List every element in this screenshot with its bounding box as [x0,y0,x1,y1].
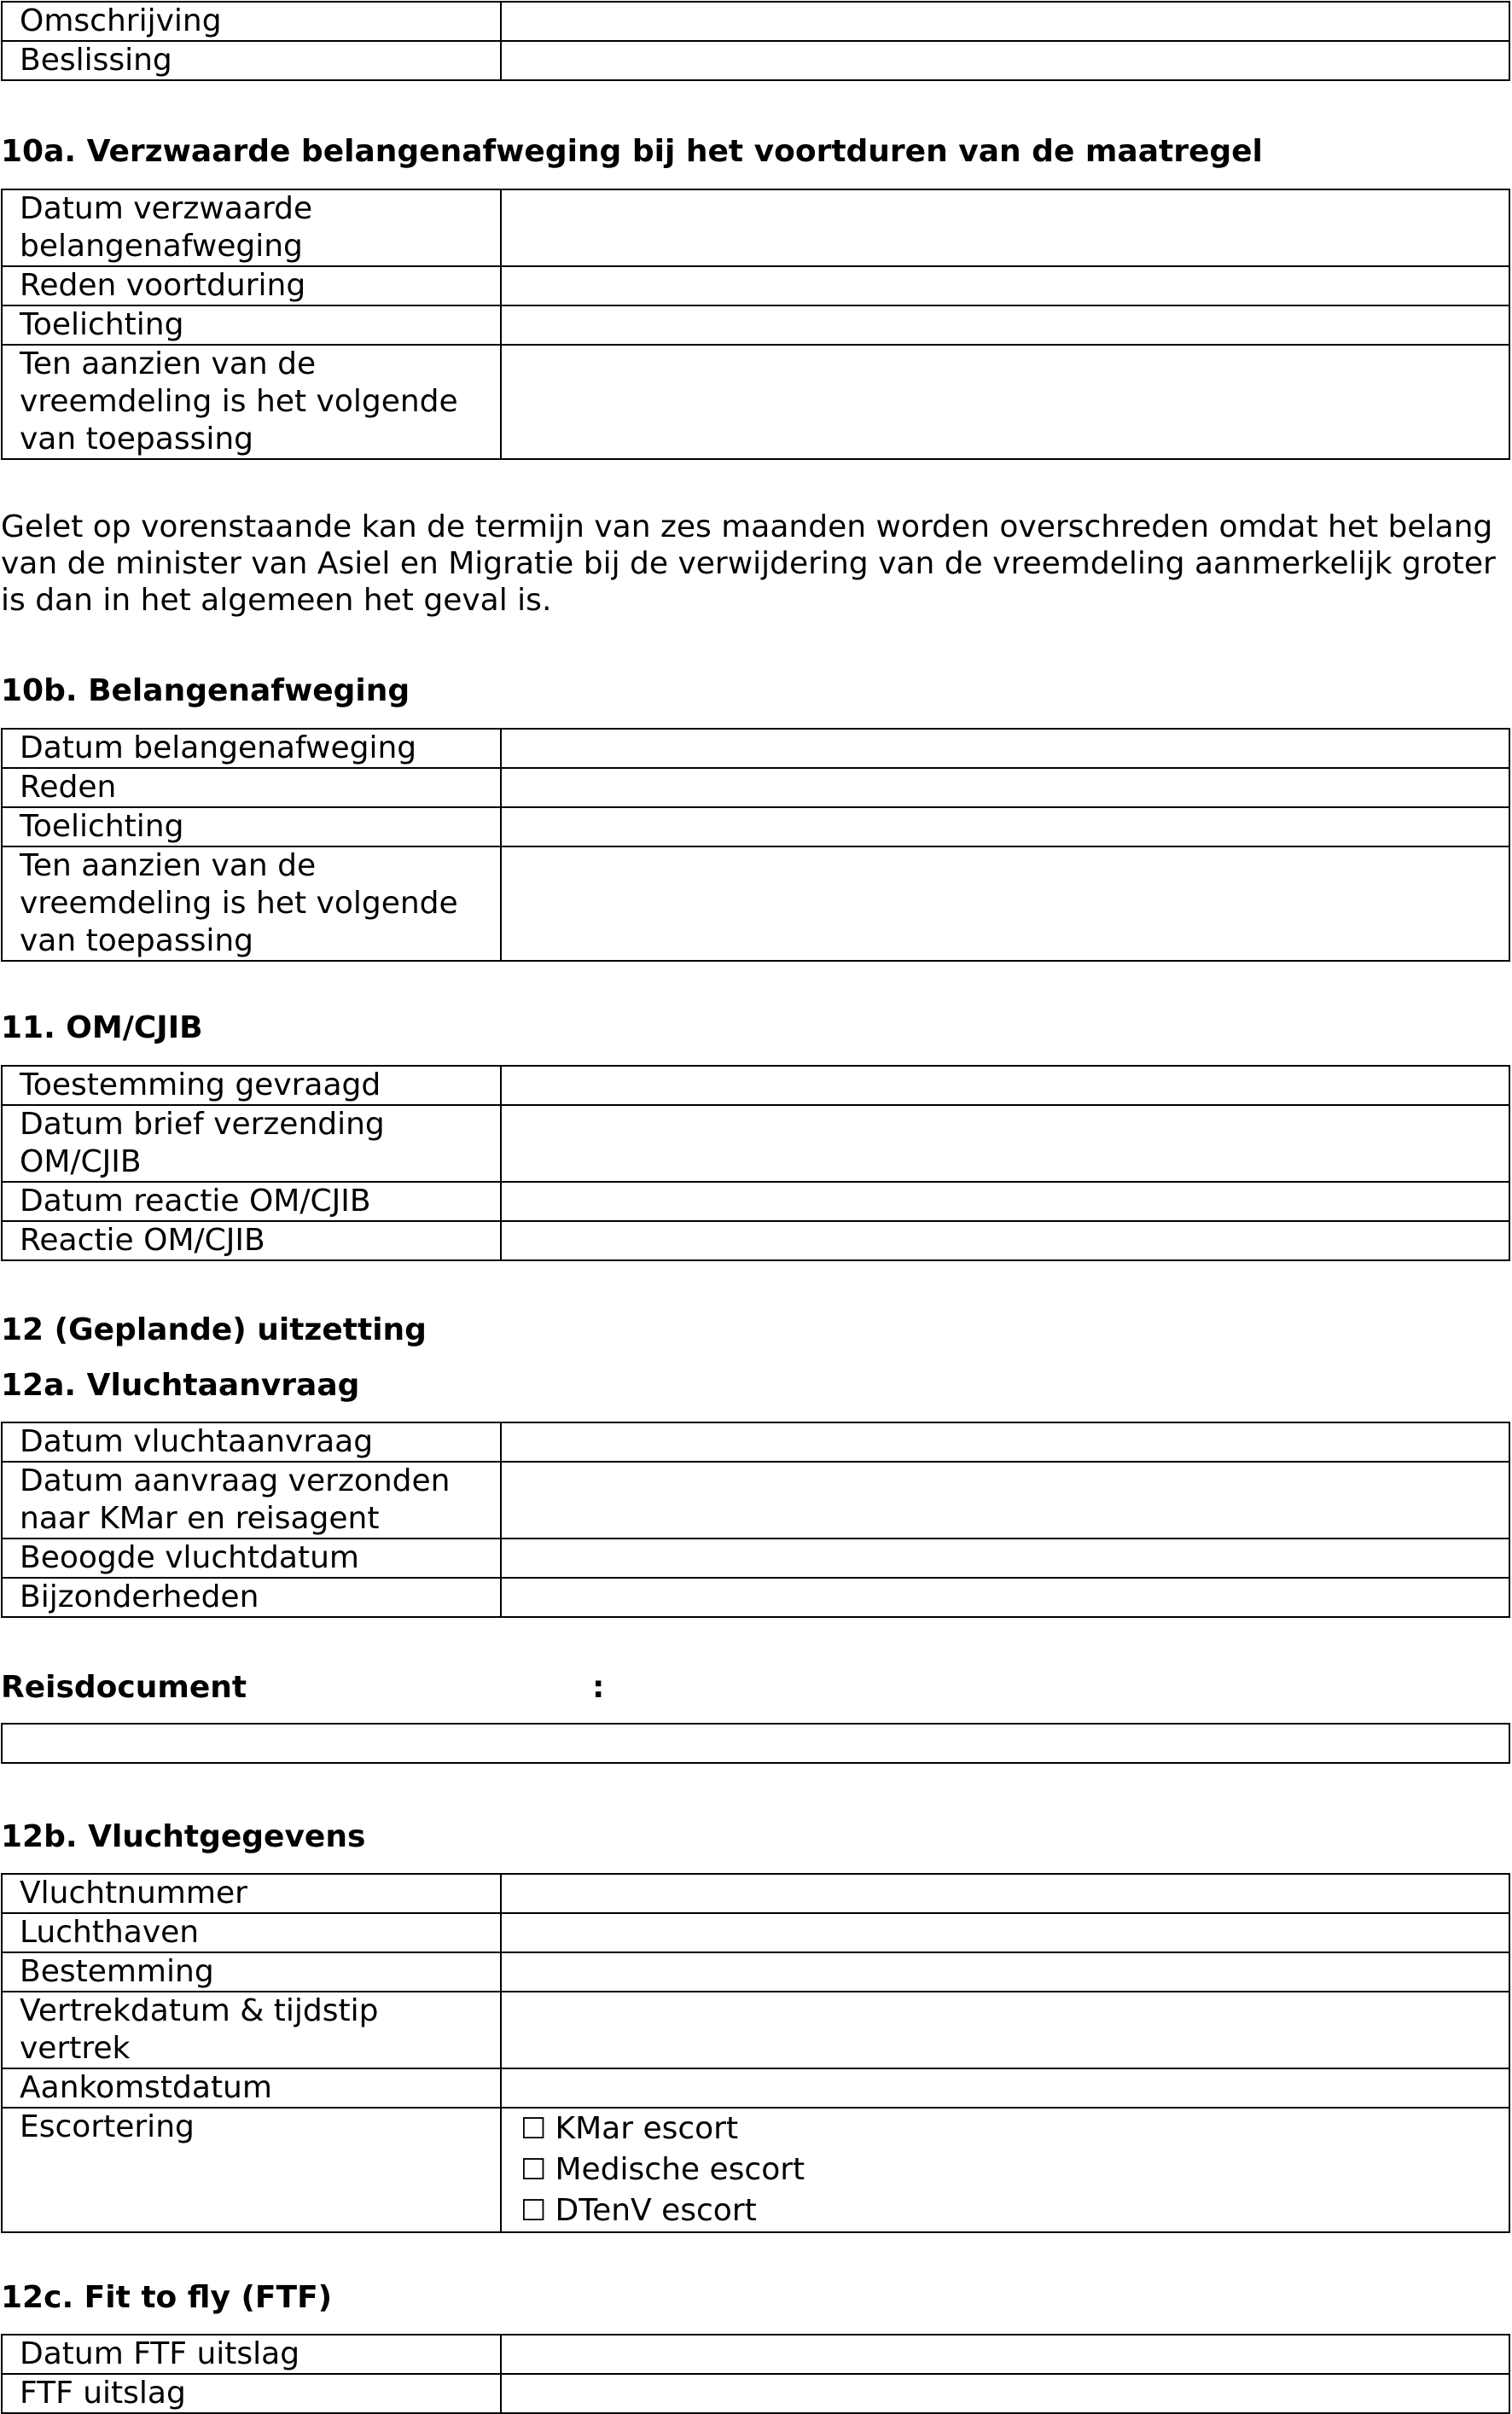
section-heading-10a: 10a. Verzwaarde belangenafweging bij het voortduren van de maatregel [1,134,1263,169]
reactie-field[interactable] [501,1221,1509,1260]
row-label: Datum vluchtaanvraag [2,1422,501,1462]
table-row [2,1462,1509,1539]
toestemming-field[interactable] [501,1066,1509,1105]
table-row [2,2108,1509,2232]
table-omschrijving [1,1,1510,81]
table-row [2,41,1509,80]
table-row [2,189,1509,266]
table-row [2,1952,1509,1992]
row-label: Datum reactie OM/CJIB [2,1182,501,1221]
datum-ftf-field[interactable] [501,2335,1509,2374]
row-label: Ten aanzien van de vreemdeling is het volgende van toepassing [2,345,501,459]
row-label: Bijzonderheden [2,1578,501,1617]
row-label: Luchthaven [2,1913,501,1952]
row-label: Beslissing [2,41,501,80]
checkbox-icon[interactable]: ☐ [520,2112,547,2146]
table-row [2,2374,1509,2413]
table-reisdocument [1,1723,1510,1764]
table-row [2,305,1509,345]
table-row [2,1221,1509,1260]
table-row [2,807,1509,846]
row-label: FTF uitslag [2,2374,501,2413]
reden-voortduring-field[interactable] [501,266,1509,305]
table-row [2,2,1509,41]
luchthaven-field[interactable] [501,1913,1509,1952]
bijzonderheden-field[interactable] [501,1578,1509,1617]
table-row [2,1539,1509,1578]
datum-vluchtaanvraag-field[interactable] [501,1422,1509,1462]
datum-belangenafweging-field[interactable] [501,729,1509,768]
row-label: Toelichting [2,807,501,846]
reisdocument-colon: : [592,1670,605,1705]
table-row [2,1992,1509,2068]
table-row [2,1578,1509,1617]
row-label: Omschrijving [2,2,501,41]
table-12a [1,1422,1510,1618]
table-12b [1,1873,1510,2233]
row-label: Toestemming gevraagd [2,1066,501,1105]
table-row [2,1724,1509,1763]
row-label: Toelichting [2,305,501,345]
escort-option-label: DTenV escort [555,2193,757,2228]
reisdocument-field[interactable] [2,1724,1509,1763]
ftf-uitslag-field[interactable] [501,2374,1509,2413]
row-label: Vertrekdatum & tijdstip vertrek [2,1992,501,2068]
escort-options [501,2108,1509,2232]
table-row [2,846,1509,961]
row-label: Datum aanvraag verzonden naar KMar en reisagent [2,1462,501,1539]
table-row [2,1422,1509,1462]
row-label: Datum verzwaarde belangenafweging [2,189,501,266]
row-label: Datum belangenafweging [2,729,501,768]
row-label: Ten aanzien van de vreemdeling is het volgende van toepassing [2,846,501,961]
table-row [2,1105,1509,1182]
checkbox-icon[interactable]: ☐ [520,2194,547,2228]
checkbox-icon[interactable]: ☐ [520,2153,547,2187]
table-row [2,345,1509,459]
table-row [2,1066,1509,1105]
reden-field[interactable] [501,768,1509,807]
escort-option-medisch[interactable] [520,2149,1492,2190]
vluchtnummer-field[interactable] [501,1874,1509,1913]
datum-brief-field[interactable] [501,1105,1509,1182]
omschrijving-field[interactable] [501,2,1509,41]
datum-verzwaarde-field[interactable] [501,189,1509,266]
vertrekdatum-field[interactable] [501,1992,1509,2068]
row-label: Beoogde vluchtdatum [2,1539,501,1578]
table-row [2,729,1509,768]
row-label: Datum FTF uitslag [2,2335,501,2374]
table-row [2,2068,1509,2108]
table-row [2,1874,1509,1913]
row-label: Vluchtnummer [2,1874,501,1913]
table-10a [1,189,1510,460]
datum-aanvraag-verzonden-field[interactable] [501,1462,1509,1539]
section-heading-12: 12 (Geplande) uitzetting [1,1312,427,1347]
table-11 [1,1065,1510,1261]
van-toepassing-field[interactable] [501,846,1509,961]
row-label: Datum brief verzending OM/CJIB [2,1105,501,1182]
table-10b [1,728,1510,962]
reisdocument-label: Reisdocument [1,1670,247,1705]
escort-option-dtenv[interactable] [520,2190,1492,2231]
section-heading-11: 11. OM/CJIB [1,1010,203,1045]
row-label: Bestemming [2,1952,501,1992]
row-label: Aankomstdatum [2,2068,501,2108]
row-label: Reactie OM/CJIB [2,1221,501,1260]
table-12c [1,2334,1510,2414]
row-label: Reden [2,768,501,807]
table-row [2,1913,1509,1952]
van-toepassing-field[interactable] [501,345,1509,459]
section-heading-10b: 10b. Belangenafweging [1,673,410,708]
row-label: Reden voortduring [2,266,501,305]
section-heading-12b: 12b. Vluchtgegevens [1,1819,366,1854]
table-row [2,266,1509,305]
toelichting-field[interactable] [501,305,1509,345]
bestemming-field[interactable] [501,1952,1509,1992]
section-heading-12c: 12c. Fit to fly (FTF) [1,2280,333,2315]
escort-option-kmar[interactable] [520,2109,1492,2149]
escort-option-label: Medische escort [555,2152,805,2187]
beoogde-vluchtdatum-field[interactable] [501,1539,1509,1578]
section-heading-12a: 12a. Vluchtaanvraag [1,1368,360,1403]
beslissing-field[interactable] [501,41,1509,80]
toelichting-field[interactable] [501,807,1509,846]
aankomstdatum-field[interactable] [501,2068,1509,2108]
escort-option-label: KMar escort [555,2111,739,2146]
explanation-paragraph: Gelet op vorenstaande kan de termijn van zes maanden worden overschreden omdat het belang van de minister van Asiel en Migratie bij de verwijdering van de vreemdeling aanmerkelijk groter is dan in het algemeen het geval is. [1,509,1496,618]
datum-reactie-field[interactable] [501,1182,1509,1221]
table-row [2,768,1509,807]
table-row [2,1182,1509,1221]
table-row [2,2335,1509,2374]
row-label: Escortering [2,2108,501,2232]
